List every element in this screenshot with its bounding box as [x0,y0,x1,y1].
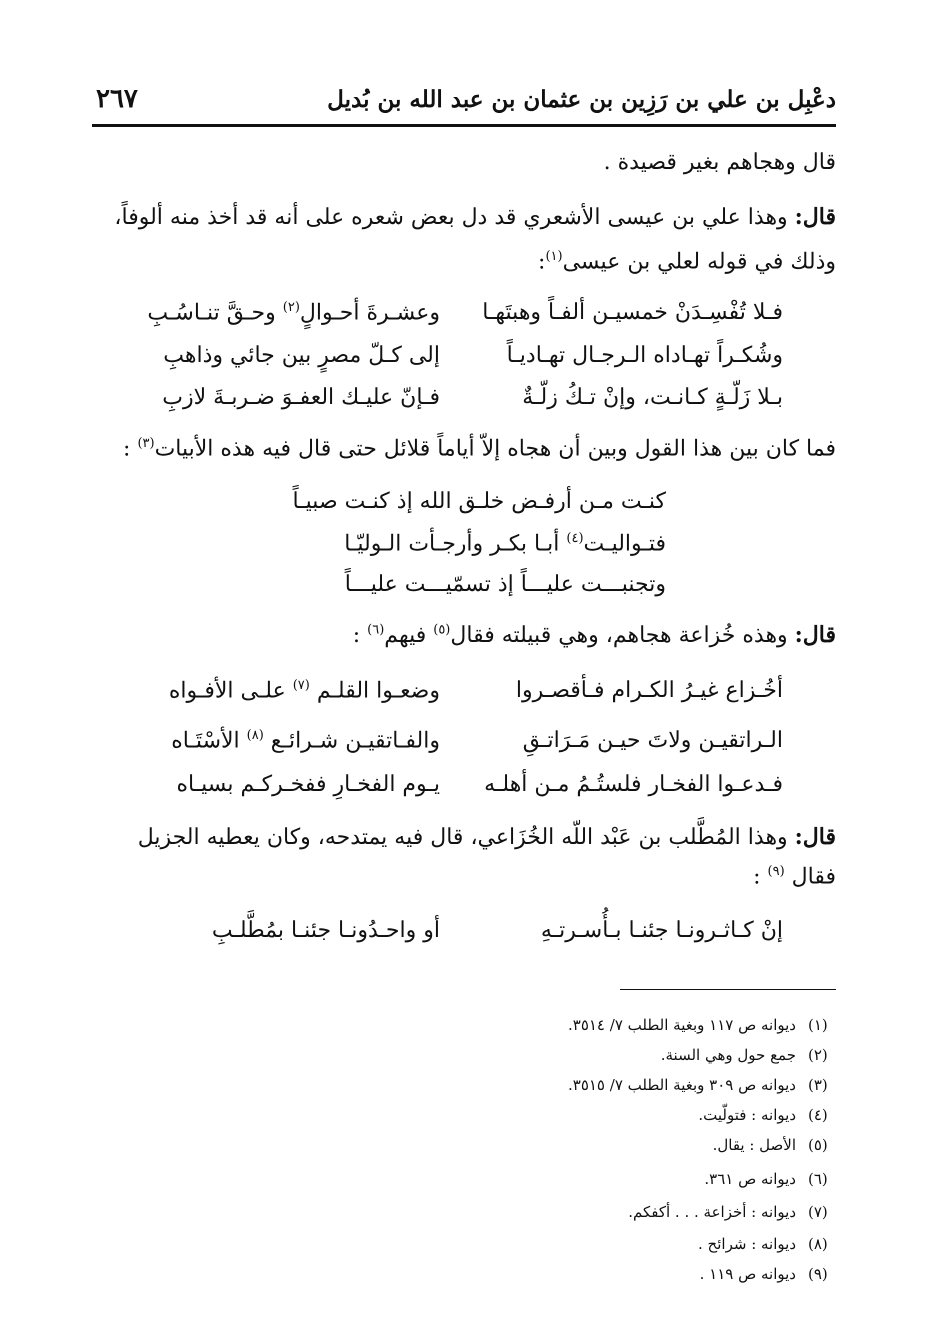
verse-text: وعشـرةَ أحـوالٍ [299,300,440,326]
body-line: قال وهجاهم بغير قصيدة . [603,150,836,175]
poem-line [344,531,666,556]
footnote-item [698,1235,836,1253]
footnote-text: ديوانه : شرائح . [698,1235,796,1253]
footnote-number: (٨) [808,1235,828,1253]
footnote-item [568,1016,836,1034]
verse-text: وضعـوا القلـم [309,678,440,704]
poem-hemistich-right: الـراتقيـن ولاتَ حيـن مَـرَاتـقِ [522,728,783,753]
paragraph-line [753,864,836,889]
paragraph-text: : [123,436,138,462]
footnote-ref: (٨) [246,728,264,743]
verse-text: الأسْتَـاه [171,728,247,754]
footnote-text: ديوانه ص ١١٩ . [699,1265,796,1283]
footnote-ref: (٦) [367,622,385,638]
paragraph-text: فيهم [384,623,434,648]
poem-hemistich-right: إنْ كـاثـرونـا جئنـا بـأُسـرتـهِ [540,918,783,943]
paragraph-text: : [753,864,768,890]
paragraph-text: وذلك في قوله لعلي بن عيسى [562,249,836,275]
verse-text: والفـاتقيـن شـرائـع [263,728,440,754]
poem-line: وتجنبـــت عليـــاً إذ تسمّيـــت عليـــاً [344,572,666,597]
paragraph-text: : [352,623,368,648]
footnote-number: (٦) [808,1170,828,1188]
footnote-item [628,1203,836,1221]
footnote-ref: (٧) [292,678,310,693]
footnote-item [661,1046,836,1064]
poem-hemistich-right: فـلا تُفْسِـدَنْ خمسيـن ألفـاً وهبتَهـا [482,300,783,325]
footnote-item [704,1170,836,1188]
footnote-ref: (٤) [566,531,584,546]
qala-label: قال: [794,204,836,230]
footnote-item [700,1265,836,1283]
paragraph-text: وهذا المُطَّلب بن عَبْد اللّه الخُزَاعي، قال فيه يمتدحه، وكان يعطيه الجزيل [137,825,795,850]
footnote-ref: (٥) [433,622,451,638]
footnote-number: (٤) [808,1106,828,1124]
footnote-item [713,1136,836,1154]
footnote-number: (٥) [808,1136,828,1154]
footnote-text: ديوانه ص ٣٠٩ وبغية الطلب ٧/ ٣٥١٥. [567,1076,796,1094]
footnote-ref: (٢) [282,300,300,315]
poem-hemistich-right: وشُكـراً تهـاداه الـرجـال تهـاديـاً [506,343,783,368]
paragraph-text: وهذه خُزاعة هجاهم، وهي قبيلته فقال [450,623,795,648]
verse-text: فتـواليـت [583,531,666,557]
footnote-number: (٢) [808,1046,828,1064]
page-number: ٢٦٧ [96,84,138,114]
footnote-text: الأصل : يقال. [712,1136,796,1154]
poem-hemistich-left: إلى كـلّ مصرٍ بين جائي وذاهبِ [163,343,440,368]
footnote-number: (٧) [808,1203,828,1221]
poem-hemistich-left: فـإنّ عليـك العفـوَ ضـربـةَ لازبِ [162,385,440,410]
poem-hemistich-left: يـوم الفخـارِ ففخـركـم بسيـاه [176,772,440,797]
poem-hemistich-left [171,728,440,753]
poem-hemistich-left: أو واحـدُونـا جئنـا بمُطَّلـبِ [211,918,440,943]
footnote-text: جمع حول وهي السنة. [660,1046,796,1064]
qala-label: قال: [794,824,836,850]
poem-hemistich-left [147,300,440,325]
poem-hemistich-left [169,678,440,703]
paragraph-text: فقال [784,864,836,890]
paragraph-line [538,249,836,274]
verse-text: أبـا بكـر وأرجـأت الـوليّـا [344,531,567,557]
poem-hemistich-right: فـدعـوا الفخـار فلستُـمُ مـن أهلـه [484,772,783,797]
footnote-number: (١) [808,1016,828,1034]
paragraph-line [353,622,836,648]
footnote-text: ديوانه ص ١١٧ وبغية الطلب ٧/ ٣٥١٤. [567,1016,796,1034]
footnote-text: ديوانه ص ٣٦١. [704,1170,796,1188]
paragraph-text: فما كان بين هذا القول وبين أن هجاه إلاّ أياماً قلائل حتى قال فيه هذه الأبيات [154,436,836,462]
footnote-ref: (١) [545,249,563,264]
paragraph-line [138,824,836,850]
footnote-ref: (٣) [137,436,155,451]
paragraph-text: وهذا علي بن عيسى الأشعري قد دل بعض شعره على أنه قد أخذ منه ألوفاً، [114,205,795,230]
header-rule [92,124,836,127]
footnote-item [568,1076,836,1094]
footnote-number: (٩) [808,1265,828,1283]
running-header-title: دعْبِل بن علي بن رَزِين بن عثمان بن عبد الله بن بُديل [327,86,836,113]
qala-label: قال: [794,622,836,648]
paragraph-line [114,204,836,230]
poem-line: كنـت مـن أرفـض خلـق الله إذ كنـت صبيـاً [292,489,666,514]
verse-text: علـى الأفـواه [168,678,293,704]
footnote-item [698,1106,836,1124]
footnote-ref: (٩) [767,864,785,879]
footnote-rule [620,989,836,990]
footnote-text: ديوانه : أخزاعة . . . أكفكم. [628,1203,796,1221]
footnote-number: (٣) [808,1076,828,1094]
paragraph-line [123,436,836,461]
verse-text: وحـقَّ تنـاسُـبِ [147,300,283,326]
poem-hemistich-right: بـلا زَلّـةٍ كـانـت، وإنْ تـكُ زلّـةٌ [522,385,783,410]
paragraph-text: : [538,249,546,275]
poem-hemistich-right: أخُـزاع غيـرُ الكـرام فـأقصـروا [515,678,783,703]
footnote-text: ديوانه : فتولّيت. [698,1106,796,1124]
